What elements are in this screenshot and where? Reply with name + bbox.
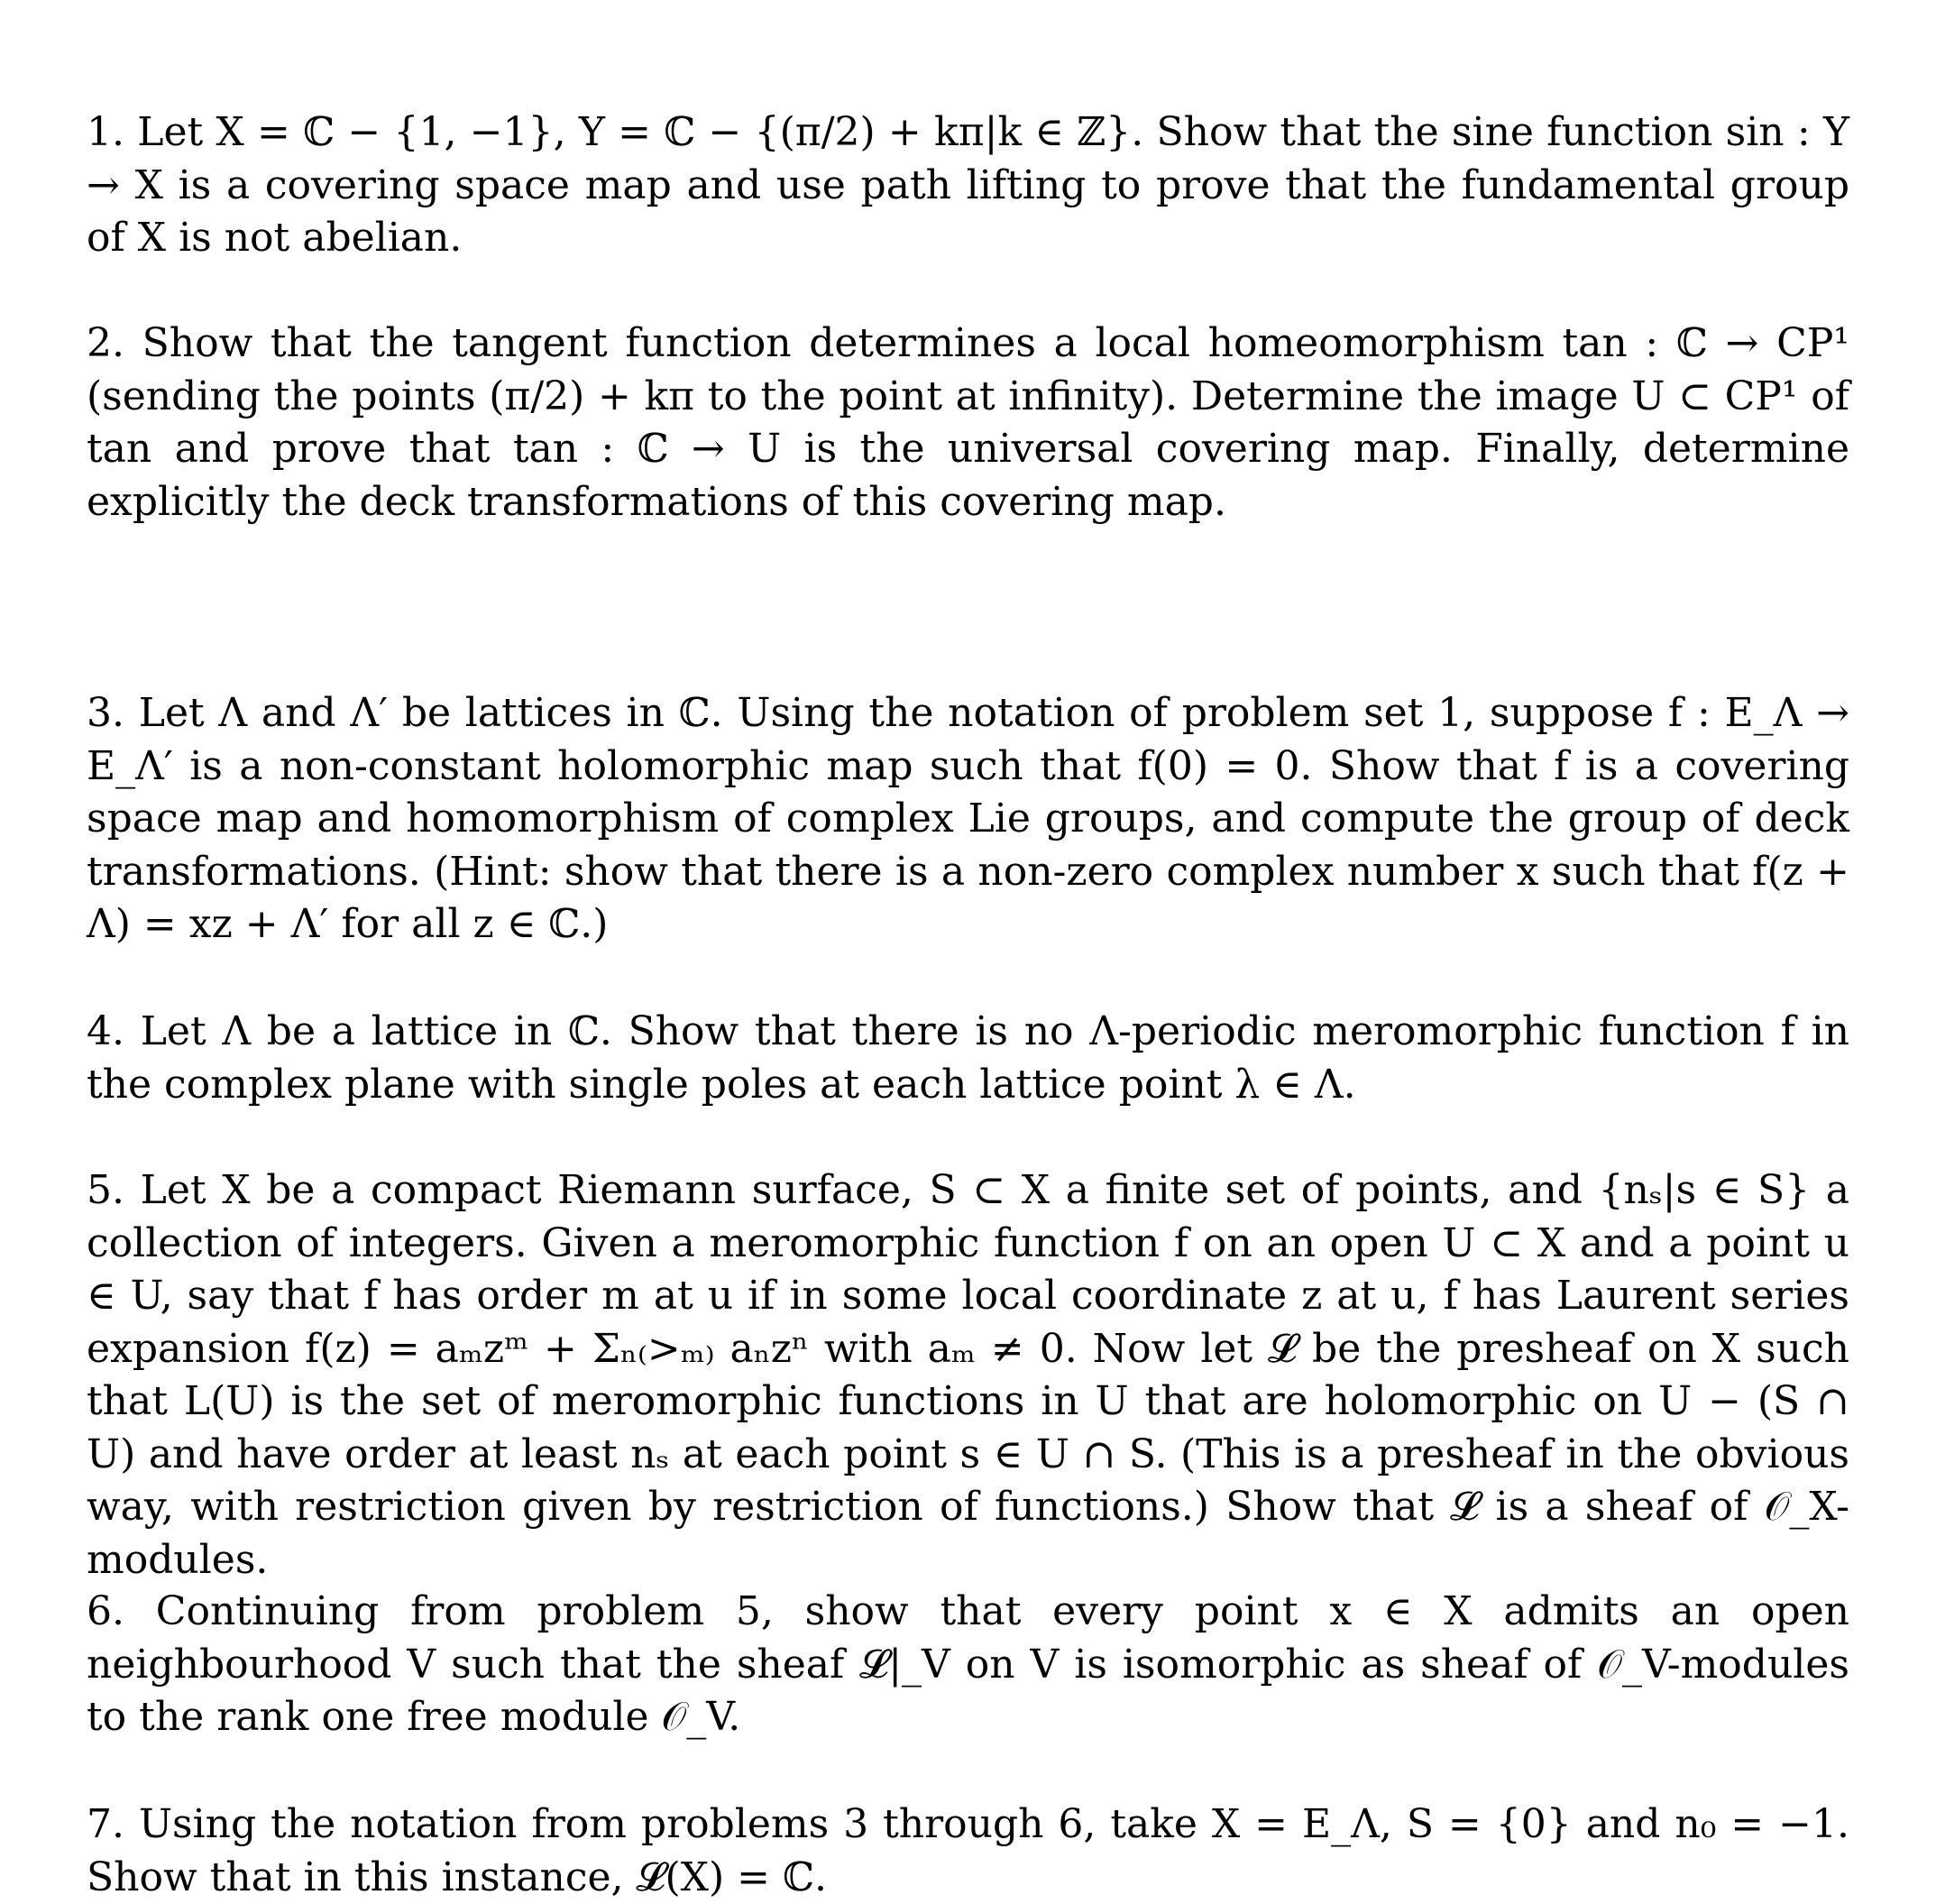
problem-text: Let X be a compact Riemann surface, S ⊂ X a finite set of points, and {nₛ|s ∈ S} a collection of integers. Given a meromorphic function f on an open U ⊂ X and a point u ∈ U, say that f has order m at u if in some local coordinate z at u, f has Laurent series expansion f(z) = aₘzᵐ + Σₙ₍>ₘ₎ aₙzⁿ with aₘ ≠ 0. Now let 𝓛 be the presheaf on X such that L(U) is the set of meromorphic functions in U that are holomorphic on U − (S ∩ U) and have order at least nₛ at each point s ∈ U ∩ S. (This is a presheaf in the obvious way, with restriction given by restriction of functions.) Show that 𝓛 is a sheaf of 𝒪_X-modules. [87, 1167, 1849, 1583]
problem-number: 2. [87, 320, 124, 366]
problem-number: 5. [87, 1167, 124, 1213]
problem-3 [87, 687, 1849, 952]
problem-number: 1. [87, 109, 124, 155]
problem-number: 6. [87, 1588, 124, 1634]
problem-text: Let X = ℂ − {1, −1}, Y = ℂ − {(π/2) + kπ|k ∈ ℤ}. Show that the sine function sin : Y → X is a covering space map and use path lifting to prove that the fundamental group of X is not abelian. [87, 109, 1849, 261]
problem-4 [87, 1006, 1849, 1111]
problem-6 [87, 1586, 1849, 1744]
problem-7 [87, 1798, 1849, 1904]
problem-number: 7. [87, 1801, 124, 1847]
problem-text: Let Λ and Λ′ be lattices in ℂ. Using the notation of problem set 1, suppose f : E_Λ → E_Λ′ is a non-constant holomorphic map such that f(0) = 0. Show that f is a covering space map and homomorphism of complex Lie groups, and compute the group of deck transformations. (Hint: show that there is a non-zero complex number x such that f(z + Λ) = xz + Λ′ for all z ∈ ℂ.) [87, 690, 1849, 947]
problem-text: Let Λ be a lattice in ℂ. Show that there is no Λ-periodic meromorphic function f in the complex plane with single poles at each lattice point λ ∈ Λ. [87, 1008, 1849, 1108]
problem-1 [87, 106, 1849, 265]
problem-5 [87, 1164, 1849, 1587]
problem-text: Show that the tangent function determines a local homeomorphism tan : ℂ → CP¹ (sending the points (π/2) + kπ to the point at infinity). Determine the image U ⊂ CP¹ of tan and prove that tan : ℂ → U is the universal covering map. Finally, determine explicitly the deck transformations of this covering map. [87, 320, 1849, 525]
problem-number: 3. [87, 690, 124, 736]
problem-number: 4. [87, 1008, 124, 1054]
problem-2 [87, 317, 1849, 529]
problem-text: Using the notation from problems 3 through 6, take X = E_Λ, S = {0} and n₀ = −1. Show that in this instance, 𝓛(X) = ℂ. [87, 1801, 1849, 1900]
problem-text: Continuing from problem 5, show that every point x ∈ X admits an open neighbourhood V such that the sheaf 𝓛|_V on V is isomorphic as sheaf of 𝒪_V-modules to the rank one free module 𝒪_V. [87, 1588, 1849, 1740]
